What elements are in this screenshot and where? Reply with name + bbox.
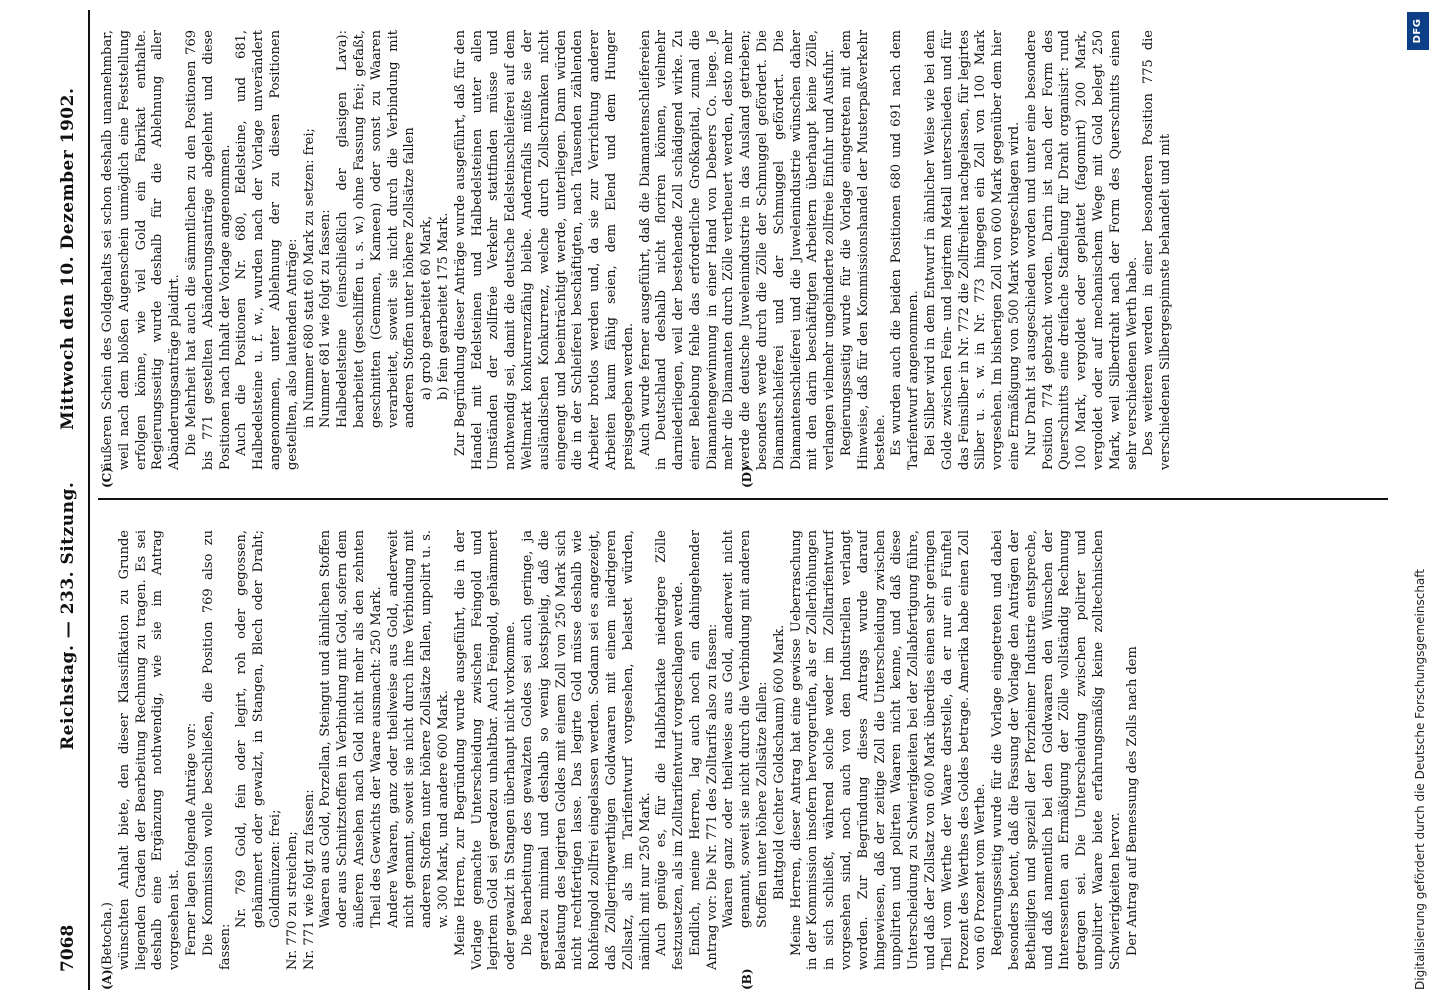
paragraph: Blattgold (echter Goldschaum) 600 Mark. (771, 624, 787, 900)
paragraph: b) fein gearbeitet 175 Mark. (435, 212, 451, 400)
paragraph: Nr. 769 Gold, fein oder legirt, roh oder gegossen, gehämmert oder gewalzt, in Stangen, Blech oder Draht; Goldmünzen: frei; (234, 530, 283, 928)
page-header (50, 10, 90, 990)
paragraph: Nummer 681 wie folgt zu fassen: (318, 209, 334, 428)
margin-marker-b: (B) (740, 968, 754, 990)
paragraph: Meine Herren, zur Begründung wurde ausgeführt, die in der Vorlage gemachte Unterscheidung zwischen Feingold und legirtem Gold sei geradezu unhaltbar. Auch Feingold, gehämmert oder gewalzt in Stangen überhaupt nicht vorkomme. (452, 530, 519, 970)
paragraph: Waaren aus Gold, Porzellan, Steingut und ähnlichen Stoffen oder aus Schnitzstoffen in Verbindung mit Gold, sofern dem äußeren Ansehen nach Gold nicht mehr als den zehnten Theil des Gewichts der Waare ausmacht: 250 Mark. (318, 530, 384, 928)
paragraph: in Nummer 680 statt 60 Mark zu setzen: frei; (301, 128, 317, 428)
header-title-right: Mittwoch den 10. Dezember 1902. (58, 87, 78, 430)
paragraph: Die Mehrheit hat auch die sämmtlichen zu den Positionen 769 bis 771 gestellten Abänderungsanträge abgelehnt und diese Positionen nach Inhalt der Vorlage angenommen. (183, 30, 233, 470)
digitization-credit (1405, 10, 1433, 990)
header-title-left: Reichstag. — 233. Sitzung. (58, 481, 78, 750)
paragraph: Waaren ganz oder theilweise aus Gold, anderweit nicht genannt, soweit sie nicht durch die Verbindung mit anderen Stoffen unter höhere Zollsätze fallen: (721, 530, 771, 928)
margin-marker-c: (C) (100, 467, 114, 488)
margin-marker-d: (D) (740, 466, 754, 488)
paragraph: Zur Begründung dieser Anträge wurde ausgeführt, daß für den Handel mit Edelsteinen und Halbedelsteinen unter allen Umständen der zollfreie Verkehr stattfinden müsse und nothwendig sei, damit die deutsche Edelsteinschleiferei auf dem Weltmarkt konkurrenzfähig bleibe. Andernfalls müßte sie der ausländischen Konkurrenz, welche durch Zollschranken nicht eingeengt und beeinträchtigt werde, unterliegen. Dann würden die in der Schleiferei beschäftigten, nach Tausenden zählenden Arbeiter brotlos werden und, da sie zur Verrichtung anderer Arbeiten kaum fähig seien, dem Elend und dem Hunger preisgegeben werden. (452, 30, 636, 470)
paragraph: Bei Silber wird in dem Entwurf in ähnlicher Weise wie bei dem Golde zwischen Fein- und legirtem Metall unterschieden und für das Feinsilber in Nr. 772 die Zollfreiheit nachgelassen, für legirtes Silber u. s. w. in Nr. 773 hingegen ein Zoll von 100 Mark vorgesehen. Im bisherigen Zoll von 600 Mark gegenüber dem hier eine Ermäßigung von 500 Mark vorgeschlagen wird. (923, 30, 1023, 470)
column-divider (98, 498, 1388, 500)
paragraph: Ferner lagen folgende Anträge vor: (183, 722, 199, 956)
header-rule (88, 10, 90, 990)
right-text-column (100, 30, 1390, 470)
paragraph: Nr. 770 zu streichen; (284, 831, 300, 970)
paragraph: Nur Draht ist ausgeschieden worden und unter eine besondere Position 774 gebracht worden. Darin ist nach der Form des Querschnitts eine dreifache Staffelung für Draht organisirt: rund 100 Mark, vergoldet oder geplattet (fagonnirt) 200 Mark, vergoldet oder auf mechanischem Wege mit Gold belegt 250 Mark, weil Silberdraht nach der Form des Querschnitts einen sehr verschiedenen Werth habe. (1023, 30, 1140, 470)
paragraph: äußeren Schein des Goldgehalts sei schon deshalb unannehmbar, weil nach dem bloßen Augenschein unmöglich eine Feststellung erfolgen könne, wie viel Gold ein Fabrikat enthalte. Regierungsseitig wurde deshalb für die Ablehnung aller Abänderungsanträge plaidirt. (100, 30, 183, 470)
paragraph: Nr. 771 wie folgt zu fassen: (301, 789, 317, 970)
paragraph: Andere Waaren, ganz oder theilweise aus Gold, anderweit nicht genannt, soweit sie nicht durch ihre Verbindung mit anderen Stoffen unter höhere Zollsätze fallen, unpolirt u. s. w. 300 Mark, und andere 600 Mark. (385, 530, 451, 928)
paragraph: Die Kommission wolle beschließen, die Position 769 also zu fassen: (200, 530, 233, 970)
rotated-document-page (50, 10, 1410, 990)
paragraph: (Betocha.) (100, 902, 115, 970)
paragraph: Auch wurde ferner ausgeführt, daß die Diamantenschleifereien in Deutschland deshalb nicht floriren können, vielmehr darniederliegen, weil der bestehende Zoll schädigend wirke. Zu einer Belebung fehle das erforderliche Großkapital, zumal die Diamantengewinnung in einer Hand von Debeers Co. liege. Je mehr die Diamanten durch Zölle vertheuert werden, desto mehr werde die deutsche Juwelenindustrie in das Ausland getrieben; besonders werde durch die Zölle der Schmuggel gefördert. Die Diamantschleiferei und der Schmuggel gefördert. Die Diamantenschleiferei und die Juwelenindustrie wünschen daher mit den darin beschäftigten Arbeitern überhaupt keine Zölle, verlangen vielmehr ungehinderte zollfreie Einfuhr und Ausfuhr. (637, 30, 838, 470)
paragraph: Des weiteren werden in einer besonderen Position 775 die verschiedenen Silbergespinnste behandelt und mit (1141, 30, 1174, 470)
paragraph: Regierungsseitig wurde für die Vorlage eingetreten und dabei besonders betont, daß die Fassung der Vorlage den Anträgen der Betheiligten und speziell der Pforzheimer Industrie entspreche, und daß namentlich bei den Goldwaaren den Wünschen der Interessenten an Ermäßigung der Zölle vollständig Rechnung getragen sei. Die Unterscheidung zwischen polirter und unpolirter Waare biete erfahrungsmäßig keine zolltechnischen Schwierigkeiten hervor. (990, 530, 1123, 970)
paragraph: a) grob gearbeitet 60 Mark, (419, 215, 435, 400)
dfg-logo: DFG (1407, 12, 1429, 50)
paragraph: Es wurden auch die beiden Positionen 680 und 691 nach dem Tarifentwurf angenommen. (889, 30, 922, 470)
credit-text: Digitalisierung gefördert durch die Deutsche Forschungsgemeinschaft (1413, 568, 1427, 990)
paragraph: Auch die Positionen Nr. 680, Edelsteine, und 681, Halbedelsteine u. f. w., wurden nach der Vorlage unverändert angenommen, unter Ablehnung der zu diesen Positionen gestellten, also lautenden Anträge: (234, 30, 300, 470)
paragraph: Halbedelsteine (einschließlich der glasigen Lava): bearbeitet (geschliffen u. s. w.) ohne Fassung frei; gefaßt, geschnitten (Gemmen, Kameen) oder sonst zu Waaren verarbeitet, soweit sie nicht durch die Verbindung mit anderen Stoffen unter höhere Zollsätze fallen (335, 30, 418, 428)
paragraph: Endlich, meine Herren, lag auch noch ein dahingehender Antrag vor: Die Nr. 771 des Zolltarifs also zu fassen: (687, 530, 720, 970)
paragraph: Der Antrag auf Bemessung des Zolls nach dem (1124, 646, 1140, 956)
paragraph: Auch genüge es, für die Halbfabrikate niedrigere Zölle festzusetzen, als im Zolltarifentwurf vorgeschlagen werde. (654, 530, 687, 970)
margin-marker-a: (A) (100, 969, 114, 990)
paragraph: Meine Herren, dieser Antrag hat eine gewisse Ueberraschung in der Kommission insofern hervorgerufen, als er Zollerhöhungen in sich schließt, während solche weder im Zolltarifentwurf vorgesehen sind, noch auch von den Industriellen verlangt worden. Zur Begründung dieses Antrags wurde darauf hingewiesen, daß der zeitige Zoll die Unterscheidung zwischen unpolirten und polirten Waaren nicht kenne, und daß diese Unterscheidung zu Schwierigkeiten bei der Zollabfertigung führe, und daß der Zollsatz von 600 Mark überdies einen sehr geringen Theil vom Werthe der Waare darstelle, da er nur ein Fünftel Prozent des Werthes des Goldes betrage. Amerika habe einen Zoll von 60 Prozent vom Werthe. (788, 530, 989, 970)
paragraph: wünschten Anhalt biete, den dieser Klassifikation zu Grunde liegenden Graden der Bearbeitung Rechnung zu tragen. Es sei deshalb eine Ergänzung nothwendig, wie sie im Antrag vorgesehen ist. (116, 530, 183, 970)
paragraph: Die Bearbeitung des gewalzten Goldes sei auch geringe, ja geradezu minimal und deshalb so wenig kostspielig, daß die Belastung des legirten Goldes mit einem Zoll von 250 Mark sich nicht rechtfertigen lasse. Das legirte Gold müsse deshalb wie Rohfeingold zollfrei eingelassen werden. Sodann sei es angezeigt, daß Zollgeringwerthigen Goldwaaren mit einem niedrigeren Zollsatz, als im Tarifentwurf vorgesehen, belastet würden, nämlich mit nur 250 Mark. (519, 530, 653, 970)
left-text-column (100, 530, 1390, 970)
paragraph: Regierungsseitig wurde für die Vorlage eingetreten mit dem Hinweise, daß für den Kommissionshandel der Musterpaßverkehr bestehe. (839, 30, 888, 470)
page-number: 7068 (58, 924, 78, 972)
